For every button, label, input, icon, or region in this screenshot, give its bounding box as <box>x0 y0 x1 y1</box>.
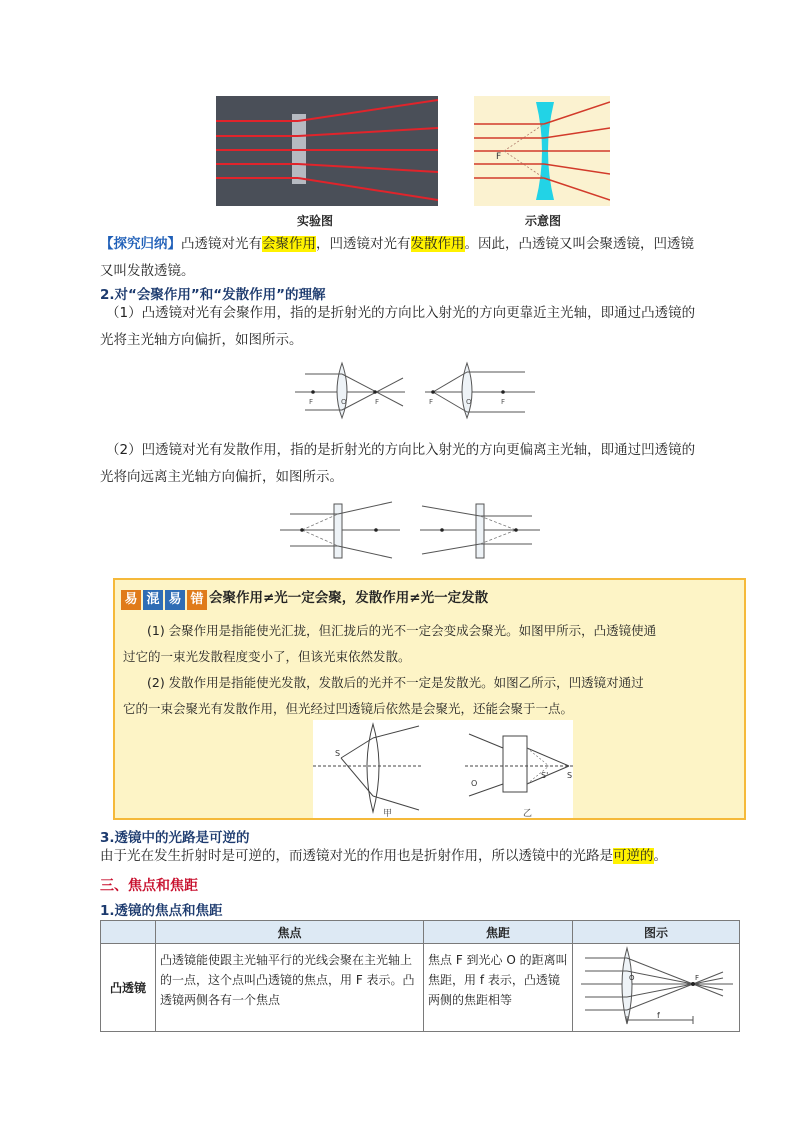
caption-experiment: 实验图 <box>297 214 334 228</box>
focal-length-cell: 焦点 F 到光心 O 的距离叫焦距，用 f 表示，凸透镜两侧的焦距相等 <box>424 944 573 1032</box>
svg-text:F: F <box>501 398 506 406</box>
svg-text:乙: 乙 <box>523 809 533 818</box>
schematic-diagram <box>474 96 610 206</box>
caution-tag: 易 <box>165 590 185 610</box>
table-header <box>101 921 156 944</box>
diagram-cell <box>573 944 740 1032</box>
part-heading: 三、焦点和焦距 <box>100 878 198 894</box>
summary-paragraph: 【探究归纳】凸透镜对光有会聚作用，凹透镜对光有发散作用。因此，凸透镜又叫会聚透镜，凹透镜 又叫发散透镜。 <box>100 236 694 279</box>
paragraph-concave: （2）凹透镜对光有发散作用，指的是折射光的方向比入射光的方向更偏离主光轴，即通过凹透镜的 光将向远离主光轴方向偏折，如图所示。 <box>100 442 696 485</box>
table-header: 焦点 <box>156 921 424 944</box>
svg-text:F: F <box>429 398 434 406</box>
focus-table <box>100 920 740 1032</box>
svg-text:S: S <box>335 749 341 758</box>
caution-header <box>121 588 488 610</box>
caution-box <box>113 578 746 820</box>
svg-text:f: f <box>657 1011 660 1020</box>
caution-text: (1) 会聚作用是指能使光汇拢，但汇拢后的光不一定会变成会聚光。如图甲所示，凸透镜使通 过它的一束光发散程度变小了，但该光束依然发散。 (2) 发散作用是指能使光发散，发散后的光并不一定是发散光。如图乙所示，凹透镜对通过 它的一束会聚光有发散作用，但光经过凹透镜后依然是会聚光，还能会聚于一点。 <box>123 623 657 716</box>
svg-text:F: F <box>695 974 700 982</box>
svg-text:O: O <box>471 779 478 788</box>
caution-title: 会聚作用≠光一定会聚，发散作用≠光一定发散 <box>209 590 489 606</box>
highlight-reversible: 可逆的 <box>613 848 654 864</box>
svg-text:O: O <box>341 398 347 406</box>
summary-tag: 【探究归纳】 <box>100 236 181 252</box>
experiment-photo <box>216 96 438 206</box>
svg-text:S: S <box>567 771 573 780</box>
table-header: 图示 <box>573 921 740 944</box>
paragraph-reversible: 由于光在发生折射时是可逆的，而透镜对光的作用也是折射作用，所以透镜中的光路是可逆的。 <box>100 848 667 864</box>
focus-label: F <box>496 152 502 162</box>
section-heading-2: 2.对“会聚作用”和“发散作用”的理解 <box>100 287 326 303</box>
caution-figures <box>313 720 573 818</box>
concave-lens-diagrams <box>280 500 540 562</box>
section-heading-3: 3.透镜中的光路是可逆的 <box>100 830 250 846</box>
svg-text:F: F <box>309 398 314 406</box>
focus-diagram <box>573 944 739 1028</box>
focus-cell: 凸透镜能使跟主光轴平行的光线会聚在主光轴上的一点，这个点叫凸透镜的焦点，用 F 表示。凸透镜两侧各有一个焦点 <box>156 944 424 1032</box>
highlight-converge: 会聚作用 <box>262 236 316 252</box>
svg-text:O: O <box>466 398 472 406</box>
svg-text:S': S' <box>541 771 549 780</box>
caution-tag: 混 <box>143 590 163 610</box>
svg-text:F: F <box>375 398 380 406</box>
table-header: 焦距 <box>424 921 573 944</box>
caution-tag: 易 <box>121 590 141 610</box>
convex-lens-diagrams <box>295 360 535 420</box>
caution-tag: 错 <box>187 590 207 610</box>
caption-schematic: 示意图 <box>525 214 562 228</box>
svg-text:O: O <box>629 974 635 982</box>
svg-text:甲: 甲 <box>383 809 393 818</box>
row-label: 凸透镜 <box>101 944 156 1032</box>
paragraph-convex: （1）凸透镜对光有会聚作用，指的是折射光的方向比入射光的方向更靠近主光轴，即通过凸透镜的 光将主光轴方向偏折，如图所示。 <box>100 305 696 348</box>
highlight-diverge: 发散作用 <box>410 236 465 252</box>
section-heading-3-1: 1.透镜的焦点和焦距 <box>100 903 223 919</box>
